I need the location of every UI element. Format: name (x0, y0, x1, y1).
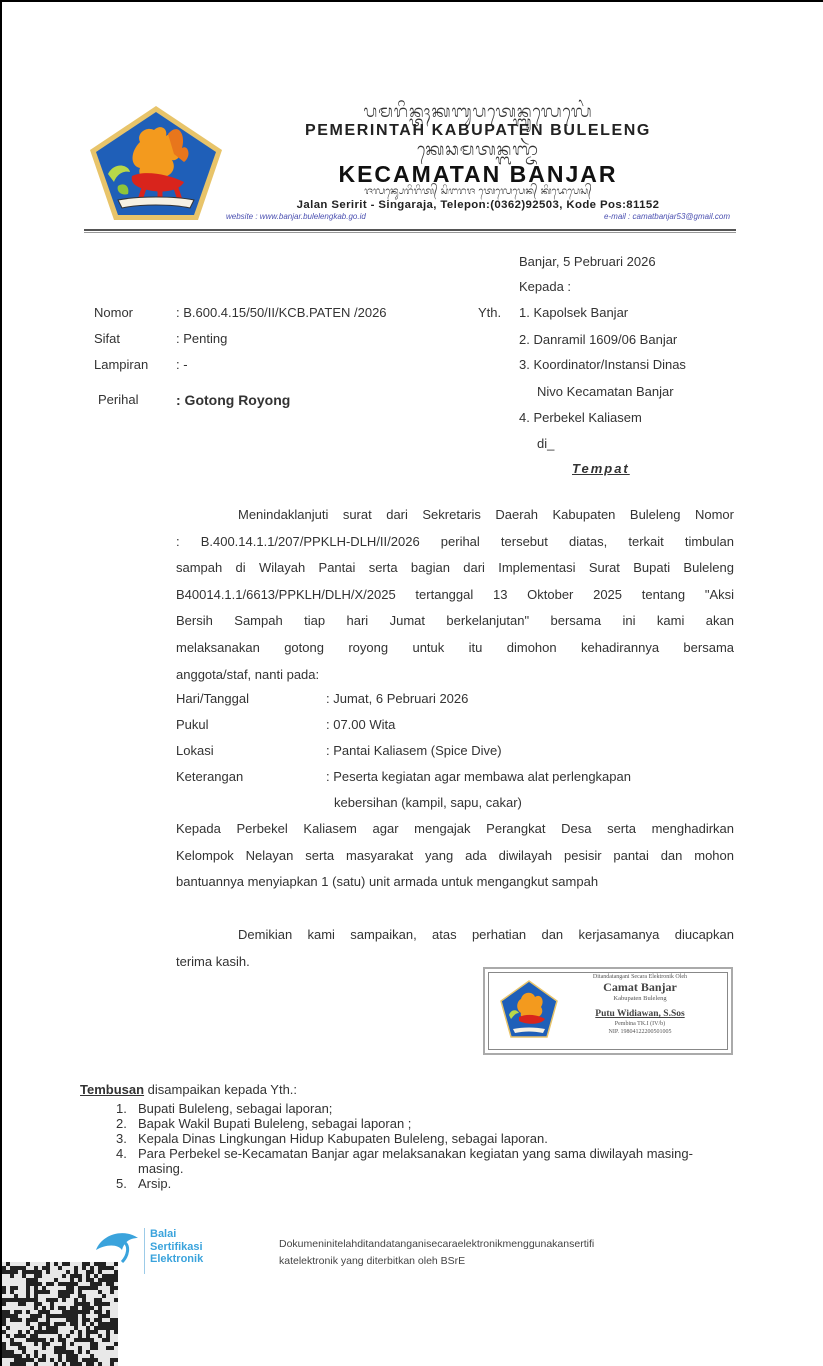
signature-regency-logo (499, 979, 559, 1041)
body-line: anggota/staf, nanti pada: (176, 666, 320, 682)
closing-line: terima kasih. (176, 953, 250, 969)
hari-tanggal-label: Hari/Tanggal (176, 691, 249, 706)
government-name: PEMERINTAH KABUPATEN BULELENG (305, 122, 651, 139)
letterhead-divider-thin (84, 232, 736, 233)
closing-line: Demikian kami sampaikan, atas perhatian dan kerjasamanya diucapkan (238, 927, 734, 942)
bsre-logo-line1: Balai (150, 1228, 177, 1240)
district-name: KECAMATAN BANJAR (338, 161, 618, 187)
signer-rank: Pembina TK.I (IV/b) (614, 1021, 666, 1027)
item-text: Bapak Wakil Bupati Buleleng, sebagai laporan ; (138, 1116, 412, 1131)
bsre-notice-line1: Dokumeninitelahditandatanganisecaraelektronikmenggunakansertifi (279, 1238, 595, 1250)
letterhead-divider (84, 229, 736, 231)
kepada-label: Kepada : (519, 279, 572, 294)
electronic-signature-box (483, 967, 733, 1055)
body-line: Kepada Perbekel Kaliasem agar mengajak Perangkat Desa serta menghadirkan (176, 821, 734, 836)
signer-nip: NIP. 19804122200501005 (608, 1029, 672, 1035)
letterhead (222, 102, 734, 222)
pukul-label: Pukul (176, 717, 209, 732)
date-place: Banjar, 5 Pebruari 2026 (519, 254, 656, 269)
lampiran-label: Lampiran (94, 357, 149, 372)
sifat-label: Sifat (94, 331, 121, 346)
bsre-notice-line2: katelektronik yang diterbitkan oleh BSrE (279, 1255, 466, 1267)
perihal-label: Perihal (98, 392, 139, 407)
body-paragraph (176, 502, 734, 688)
tembusan-heading (80, 1083, 297, 1097)
bsre-logo-line2: Sertifikasi (150, 1240, 203, 1253)
nomor-label: Nomor (94, 305, 134, 320)
hari-tanggal-value: : Jumat, 6 Pebruari 2026 (326, 691, 469, 706)
lokasi-label: Lokasi (176, 743, 214, 758)
request-paragraph (176, 816, 734, 896)
tembusan-item (116, 1146, 736, 1176)
office-address: Jalan Seririt - Singaraja, Telepon:(0362)92503, Kode Pos:81152 (296, 199, 660, 211)
bsre-notice (279, 1236, 709, 1270)
lokasi-value: : Pantai Kaliasem (Spice Dive) (326, 743, 502, 758)
recipient-1: 1. Kapolsek Banjar (519, 305, 629, 320)
item-number: 4. (116, 1146, 127, 1161)
di-label: di_ (537, 436, 555, 451)
item-number: 5. (116, 1176, 127, 1191)
website-link[interactable]: website : www.banjar.bulelengkab.go.id (226, 212, 366, 221)
email-link[interactable]: e-mail : camatbanjar53@gmail.com (604, 212, 730, 221)
body-line: Bersih Sampah tiap hari Jumat berkelanjutan" bersama ini kami akan (176, 613, 734, 629)
verification-qr-code[interactable] (2, 1262, 118, 1366)
item-number: 3. (116, 1131, 127, 1146)
item-number: 1. (116, 1101, 127, 1116)
recipient-2: 2. Danramil 1609/06 Banjar (519, 332, 678, 347)
recipient-4: 4. Perbekel Kaliasem (519, 410, 642, 425)
item-text: Kepala Dinas Lingkungan Hidup Kabupaten Buleleng, sebagai laporan. (138, 1131, 548, 1146)
tembusan-intro: disampaikan kepada Yth.: (144, 1082, 298, 1097)
pukul-value: : 07.00 Wita (326, 717, 396, 732)
balinese-script-address: ᬚᬮᬦ᭄ᬲᬾᬭᬶᬭᬶᬢ᭄ ᬲᬶᬗᬭᬚ ᬢᬾᬮᬾᬧᬾᬦ᭄ ᬓᬶᬤᬾᬧᬾᬲ᭄ (364, 186, 592, 197)
signer-title: Camat Banjar (603, 980, 677, 994)
yth-label: Yth. (478, 305, 502, 320)
keterangan-continuation: kebersihan (kampil, sapu, cakar) (334, 795, 522, 810)
page-border-left (0, 0, 2, 1366)
item-number: 2. (116, 1116, 127, 1131)
tempat-label: Tempat (572, 461, 630, 476)
keterangan-label: Keterangan (176, 769, 244, 784)
body-line: bantuannya menyiapkan 1 (satu) unit armada untuk mengangkut sampah (176, 874, 599, 890)
item-text: Arsip. (138, 1176, 172, 1191)
buleleng-regency-logo (88, 104, 224, 222)
body-line: Kelompok Nelayan serta masyarakat yang ada diwilayah pesisir pantai dan mohon (176, 847, 734, 863)
tembusan-item (116, 1101, 736, 1116)
body-line: melaksanakan gotong royong untuk itu dimohon kehadirannya bersama (176, 639, 734, 655)
bsre-logo-line3: Elektronik (150, 1253, 204, 1265)
signed-by-label: Ditandatangani Secara Elektronik Oleh (592, 974, 688, 980)
tembusan-item (116, 1131, 736, 1146)
balinese-script-government: ᬧᬫᬭᬶᬦ᭄ᬢᬄᬓᬩᬸᬧᬢᬾᬦ᭄ᬩᬸᬮᬾᬮᬾᬂ (363, 102, 593, 122)
body-line: B40014.1.1/6613/PPKLH/DLH/X/2025 tertanggal 13 Oktober 2025 tentang "Aksi (176, 586, 734, 602)
recipient-3: 3. Koordinator/Instansi Dinas (519, 357, 686, 372)
signer-region: Kabupaten Buleleng (613, 995, 667, 1002)
tembusan-list (116, 1101, 736, 1191)
nomor-value: : B.600.4.15/50/II/KCB.PATEN /2026 (176, 305, 387, 320)
tembusan-item (116, 1176, 736, 1191)
keterangan-value: : Peserta kegiatan agar membawa alat perlengkapan (326, 769, 631, 784)
item-text: Bupati Buleleng, sebagai laporan; (138, 1101, 333, 1116)
tembusan-item (116, 1116, 736, 1131)
body-line: sampah di Wilayah Pantai serta bagian dari Implementasi Surat Bupati Buleleng (176, 560, 734, 576)
body-line: : B.400.14.1.1/207/PPKLH-DLH/II/2026 perihal tersebut diatas, terkait timbulan (176, 533, 734, 549)
page-border-top (0, 0, 823, 2)
sifat-value: : Penting (176, 331, 228, 346)
perihal-value: : Gotong Royong (176, 392, 291, 408)
tembusan-label: Tembusan (80, 1082, 145, 1097)
recipient-3-cont: Nivo Kecamatan Banjar (537, 384, 674, 399)
item-text: Para Perbekel se-Kecamatan Banjar agar melaksanakan kegiatan yang sama diwilayah masing-masing. (138, 1146, 693, 1176)
lampiran-value: : - (176, 357, 188, 372)
signer-name: Putu Widiawan, S.Sos (595, 1009, 685, 1019)
balinese-script-district: ᬓᬾᬘᬫᬢᬦ᭄ᬩᬜ᭄ᬚᬃ (417, 140, 539, 160)
body-line: Menindaklanjuti surat dari Sekretaris Daerah Kabupaten Buleleng Nomor (238, 507, 734, 522)
